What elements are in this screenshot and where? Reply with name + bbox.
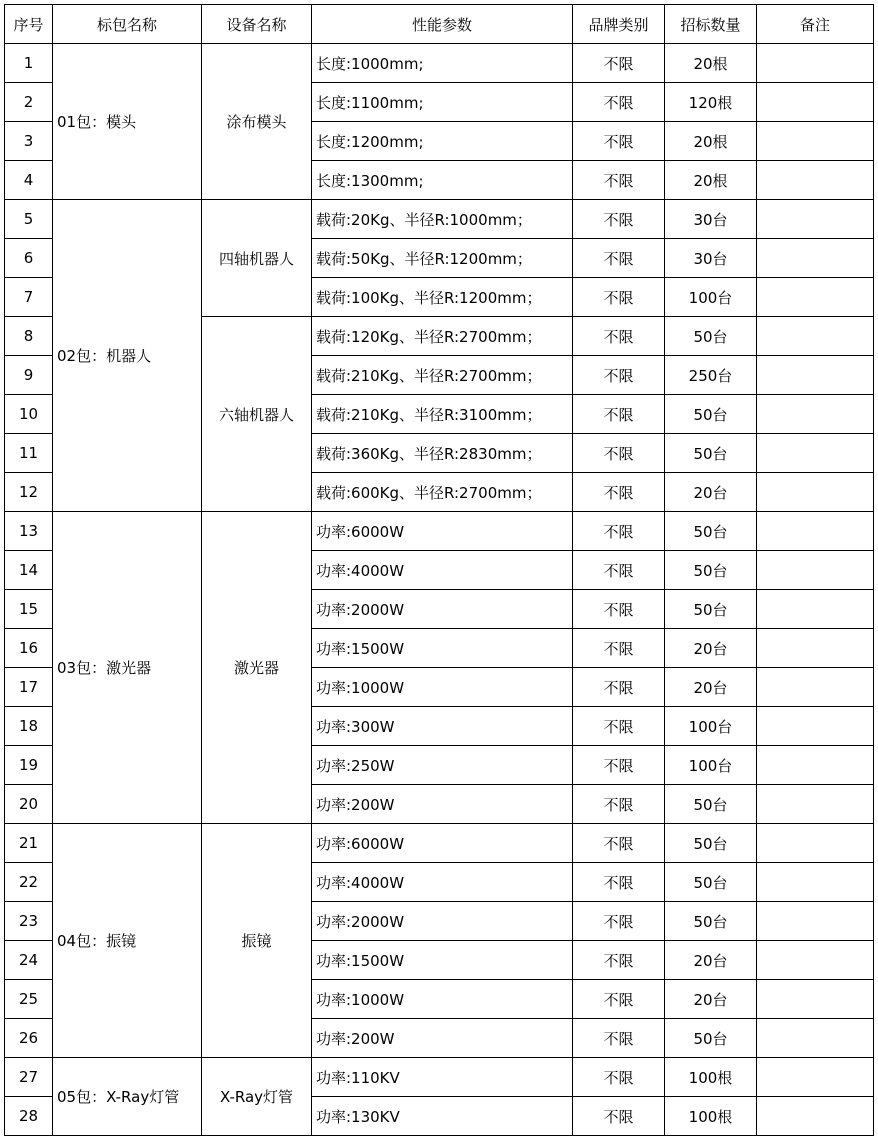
cell-brand: 不限 — [573, 1019, 665, 1058]
cell-remark — [757, 629, 874, 668]
cell-brand: 不限 — [573, 473, 665, 512]
cell-seq: 14 — [5, 551, 53, 590]
cell-device-name: 涂布模头 — [202, 44, 312, 200]
cell-device-name: 振镜 — [202, 824, 312, 1058]
cell-remark — [757, 44, 874, 83]
cell-qty: 120根 — [665, 83, 757, 122]
cell-remark — [757, 1019, 874, 1058]
cell-brand: 不限 — [573, 629, 665, 668]
cell-brand: 不限 — [573, 1097, 665, 1136]
cell-seq: 17 — [5, 668, 53, 707]
header-device: 设备名称 — [202, 5, 312, 44]
cell-brand: 不限 — [573, 161, 665, 200]
cell-remark — [757, 239, 874, 278]
cell-qty: 50台 — [665, 590, 757, 629]
cell-seq: 5 — [5, 200, 53, 239]
cell-spec: 功率:110KV — [312, 1058, 573, 1097]
cell-qty: 20根 — [665, 44, 757, 83]
bid-table-container — [4, 4, 874, 1136]
cell-seq: 22 — [5, 863, 53, 902]
cell-seq: 24 — [5, 941, 53, 980]
header-qty: 招标数量 — [665, 5, 757, 44]
cell-device-name: 四轴机器人 — [202, 200, 312, 317]
cell-qty: 20台 — [665, 629, 757, 668]
cell-device-name: 六轴机器人 — [202, 317, 312, 512]
cell-spec: 载荷:210Kg、半径R:3100mm； — [312, 395, 573, 434]
cell-qty: 20台 — [665, 668, 757, 707]
cell-seq: 26 — [5, 1019, 53, 1058]
cell-brand: 不限 — [573, 980, 665, 1019]
cell-remark — [757, 83, 874, 122]
cell-seq: 8 — [5, 317, 53, 356]
cell-qty: 50台 — [665, 317, 757, 356]
cell-seq: 11 — [5, 434, 53, 473]
cell-remark — [757, 395, 874, 434]
cell-brand: 不限 — [573, 590, 665, 629]
cell-spec: 功率:2000W — [312, 590, 573, 629]
cell-remark — [757, 785, 874, 824]
cell-seq: 18 — [5, 707, 53, 746]
cell-brand: 不限 — [573, 356, 665, 395]
cell-spec: 载荷:600Kg、半径R:2700mm； — [312, 473, 573, 512]
cell-seq: 16 — [5, 629, 53, 668]
cell-remark — [757, 317, 874, 356]
cell-seq: 25 — [5, 980, 53, 1019]
cell-remark — [757, 512, 874, 551]
header-remark: 备注 — [757, 5, 874, 44]
cell-spec: 载荷:20Kg、半径R:1000mm； — [312, 200, 573, 239]
cell-remark — [757, 161, 874, 200]
cell-spec: 载荷:120Kg、半径R:2700mm； — [312, 317, 573, 356]
cell-seq: 19 — [5, 746, 53, 785]
cell-brand: 不限 — [573, 512, 665, 551]
cell-seq: 13 — [5, 512, 53, 551]
cell-qty: 50台 — [665, 824, 757, 863]
table-row — [5, 44, 874, 83]
cell-package-name: 01包：模头 — [53, 44, 202, 200]
cell-spec: 功率:1500W — [312, 941, 573, 980]
cell-brand: 不限 — [573, 668, 665, 707]
cell-package-name: 04包：振镜 — [53, 824, 202, 1058]
cell-qty: 100根 — [665, 1097, 757, 1136]
cell-seq: 9 — [5, 356, 53, 395]
cell-seq: 3 — [5, 122, 53, 161]
cell-remark — [757, 668, 874, 707]
cell-remark — [757, 941, 874, 980]
cell-brand: 不限 — [573, 746, 665, 785]
cell-remark — [757, 980, 874, 1019]
table-row — [5, 824, 874, 863]
cell-qty: 20台 — [665, 473, 757, 512]
table-row — [5, 200, 874, 239]
cell-qty: 20台 — [665, 941, 757, 980]
cell-qty: 50台 — [665, 785, 757, 824]
cell-spec: 功率:1500W — [312, 629, 573, 668]
header-package: 标包名称 — [53, 5, 202, 44]
cell-spec: 长度:1100mm; — [312, 83, 573, 122]
cell-brand: 不限 — [573, 785, 665, 824]
cell-qty: 50台 — [665, 551, 757, 590]
cell-seq: 7 — [5, 278, 53, 317]
cell-remark — [757, 200, 874, 239]
cell-spec: 功率:6000W — [312, 512, 573, 551]
cell-device-name: 激光器 — [202, 512, 312, 824]
cell-brand: 不限 — [573, 902, 665, 941]
cell-qty: 50台 — [665, 512, 757, 551]
cell-package-name: 02包：机器人 — [53, 200, 202, 512]
cell-qty: 100台 — [665, 278, 757, 317]
header-row — [5, 5, 874, 44]
cell-qty: 20根 — [665, 161, 757, 200]
cell-remark — [757, 590, 874, 629]
cell-brand: 不限 — [573, 317, 665, 356]
cell-brand: 不限 — [573, 551, 665, 590]
cell-qty: 50台 — [665, 395, 757, 434]
cell-remark — [757, 551, 874, 590]
cell-seq: 20 — [5, 785, 53, 824]
cell-spec: 功率:1000W — [312, 668, 573, 707]
cell-seq: 10 — [5, 395, 53, 434]
cell-brand: 不限 — [573, 824, 665, 863]
cell-seq: 21 — [5, 824, 53, 863]
cell-seq: 27 — [5, 1058, 53, 1097]
cell-spec: 载荷:100Kg、半径R:1200mm； — [312, 278, 573, 317]
bid-items-table — [4, 4, 874, 1136]
cell-spec: 功率:300W — [312, 707, 573, 746]
cell-seq: 1 — [5, 44, 53, 83]
cell-qty: 100台 — [665, 707, 757, 746]
cell-remark — [757, 746, 874, 785]
cell-remark — [757, 1058, 874, 1097]
cell-spec: 功率:6000W — [312, 824, 573, 863]
cell-seq: 2 — [5, 83, 53, 122]
cell-qty: 20根 — [665, 122, 757, 161]
cell-qty: 50台 — [665, 863, 757, 902]
cell-brand: 不限 — [573, 239, 665, 278]
cell-spec: 功率:4000W — [312, 551, 573, 590]
cell-remark — [757, 473, 874, 512]
cell-remark — [757, 356, 874, 395]
cell-brand: 不限 — [573, 278, 665, 317]
cell-seq: 12 — [5, 473, 53, 512]
table-row — [5, 1058, 874, 1097]
cell-spec: 载荷:50Kg、半径R:1200mm； — [312, 239, 573, 278]
cell-seq: 6 — [5, 239, 53, 278]
header-seq: 序号 — [5, 5, 53, 44]
header-spec: 性能参数 — [312, 5, 573, 44]
cell-spec: 功率:200W — [312, 785, 573, 824]
cell-qty: 50台 — [665, 434, 757, 473]
cell-remark — [757, 824, 874, 863]
cell-qty: 30台 — [665, 200, 757, 239]
cell-spec: 功率:2000W — [312, 902, 573, 941]
cell-remark — [757, 902, 874, 941]
cell-remark — [757, 278, 874, 317]
cell-spec: 长度:1000mm; — [312, 44, 573, 83]
cell-qty: 250台 — [665, 356, 757, 395]
cell-spec: 载荷:360Kg、半径R:2830mm； — [312, 434, 573, 473]
cell-brand: 不限 — [573, 200, 665, 239]
cell-qty: 50台 — [665, 1019, 757, 1058]
cell-remark — [757, 707, 874, 746]
table-row — [5, 512, 874, 551]
cell-brand: 不限 — [573, 707, 665, 746]
cell-spec: 功率:130KV — [312, 1097, 573, 1136]
cell-seq: 15 — [5, 590, 53, 629]
cell-brand: 不限 — [573, 863, 665, 902]
cell-spec: 功率:4000W — [312, 863, 573, 902]
cell-spec: 功率:250W — [312, 746, 573, 785]
header-brand: 品牌类别 — [573, 5, 665, 44]
cell-brand: 不限 — [573, 395, 665, 434]
cell-spec: 功率:200W — [312, 1019, 573, 1058]
cell-brand: 不限 — [573, 122, 665, 161]
cell-qty: 100根 — [665, 1058, 757, 1097]
table-body — [5, 44, 874, 1136]
cell-package-name: 05包：X-Ray灯管 — [53, 1058, 202, 1136]
cell-remark — [757, 1097, 874, 1136]
cell-brand: 不限 — [573, 941, 665, 980]
cell-spec: 载荷:210Kg、半径R:2700mm； — [312, 356, 573, 395]
cell-qty: 30台 — [665, 239, 757, 278]
cell-device-name: X-Ray灯管 — [202, 1058, 312, 1136]
cell-brand: 不限 — [573, 434, 665, 473]
cell-qty: 50台 — [665, 902, 757, 941]
cell-seq: 23 — [5, 902, 53, 941]
cell-qty: 20台 — [665, 980, 757, 1019]
cell-spec: 功率:1000W — [312, 980, 573, 1019]
cell-remark — [757, 434, 874, 473]
cell-package-name: 03包：激光器 — [53, 512, 202, 824]
cell-brand: 不限 — [573, 1058, 665, 1097]
cell-seq: 4 — [5, 161, 53, 200]
cell-brand: 不限 — [573, 83, 665, 122]
cell-spec: 长度:1200mm; — [312, 122, 573, 161]
cell-spec: 长度:1300mm; — [312, 161, 573, 200]
cell-seq: 28 — [5, 1097, 53, 1136]
cell-remark — [757, 122, 874, 161]
cell-qty: 100台 — [665, 746, 757, 785]
cell-brand: 不限 — [573, 44, 665, 83]
cell-remark — [757, 863, 874, 902]
